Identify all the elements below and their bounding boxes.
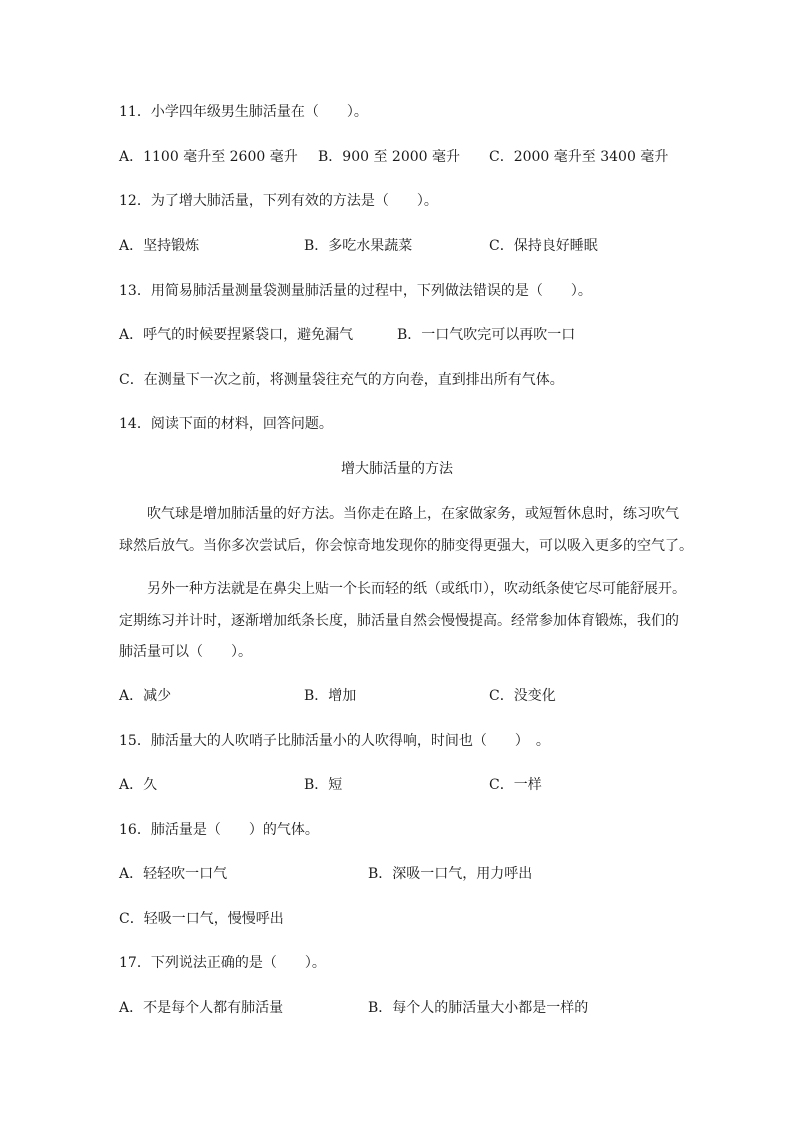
q16-option-a: A．轻轻吹一口气 — [119, 866, 228, 882]
q16-option-b: B．深吸一口气，用力呼出 — [368, 866, 533, 882]
passage-p2-line1: 另外一种方法就是在鼻尖上贴一个长而轻的纸（或纸巾），吹动纸条使它尽可能舒展开。 — [147, 581, 686, 597]
q12-option-a: A．坚持锻炼 — [119, 238, 200, 254]
q12-stem: 12．为了增大肺活量，下列有效的方法是（ ）。 — [119, 193, 438, 209]
q13-option-a: A．呼气的时候要捏紧袋口，避免漏气 — [119, 327, 354, 343]
passage-p2-line2: 定期练习并计时，逐渐增加纸条长度，肺活量自然会慢慢提高。经常参加体育锻炼，我们的 — [119, 613, 679, 629]
q14-option-a: A．减少 — [119, 688, 172, 704]
q12-option-c: C．保持良好睡眠 — [489, 238, 598, 254]
q17-option-b: B．每个人的肺活量大小都是一样的 — [368, 1000, 589, 1016]
q15-stem: 15．肺活量大的人吹哨子比肺活量小的人吹得响，时间也（ ） 。 — [119, 733, 550, 749]
q11-stem: 11．小学四年级男生肺活量在（ ）。 — [119, 104, 368, 120]
q14-stem: 14．阅读下面的材料，回答问题。 — [119, 416, 333, 432]
q16-stem: 16．肺活量是（ ）的气体。 — [119, 822, 319, 838]
passage-title: 增大肺活量的方法 — [341, 461, 453, 477]
q13-option-b: B．一口气吹完可以再吹一口 — [397, 327, 576, 343]
q17-option-a: A．不是每个人都有肺活量 — [119, 1000, 284, 1016]
q14-option-b: B．增加 — [304, 688, 357, 704]
q11-option-c: C．2000 毫升至 3400 毫升 — [489, 149, 669, 165]
q16-option-c: C．轻吸一口气，慢慢呼出 — [119, 911, 284, 927]
q15-option-b: B．短 — [304, 777, 343, 793]
q17-stem: 17．下列说法正确的是（ ）。 — [119, 955, 326, 971]
q15-option-a: A．久 — [119, 777, 158, 793]
passage-p1-line1: 吹气球是增加肺活量的好方法。当你走在路上，在家做家务，或短暂休息时，练习吹气 — [147, 506, 679, 522]
q13-option-c: C．在测量下一次之前，将测量袋往充气的方向卷，直到排出所有气体。 — [119, 372, 564, 388]
passage-p2-line3: 肺活量可以（ ）。 — [119, 644, 252, 660]
q14-option-c: C．没变化 — [489, 688, 556, 704]
passage-p1-line2: 球然后放气。当你多次尝试后，你会惊奇地发现你的肺变得更强大，可以吸入更多的空气了。 — [119, 538, 693, 554]
q15-option-c: C．一样 — [489, 777, 542, 793]
q12-option-b: B．多吃水果蔬菜 — [304, 238, 413, 254]
q13-stem: 13．用简易肺活量测量袋测量肺活量的过程中，下列做法错误的是（ ）。 — [119, 283, 592, 299]
q11-option-b: B．900 至 2000 毫升 — [318, 149, 460, 165]
q11-option-a: A．1100 毫升至 2600 毫升 — [119, 149, 298, 165]
